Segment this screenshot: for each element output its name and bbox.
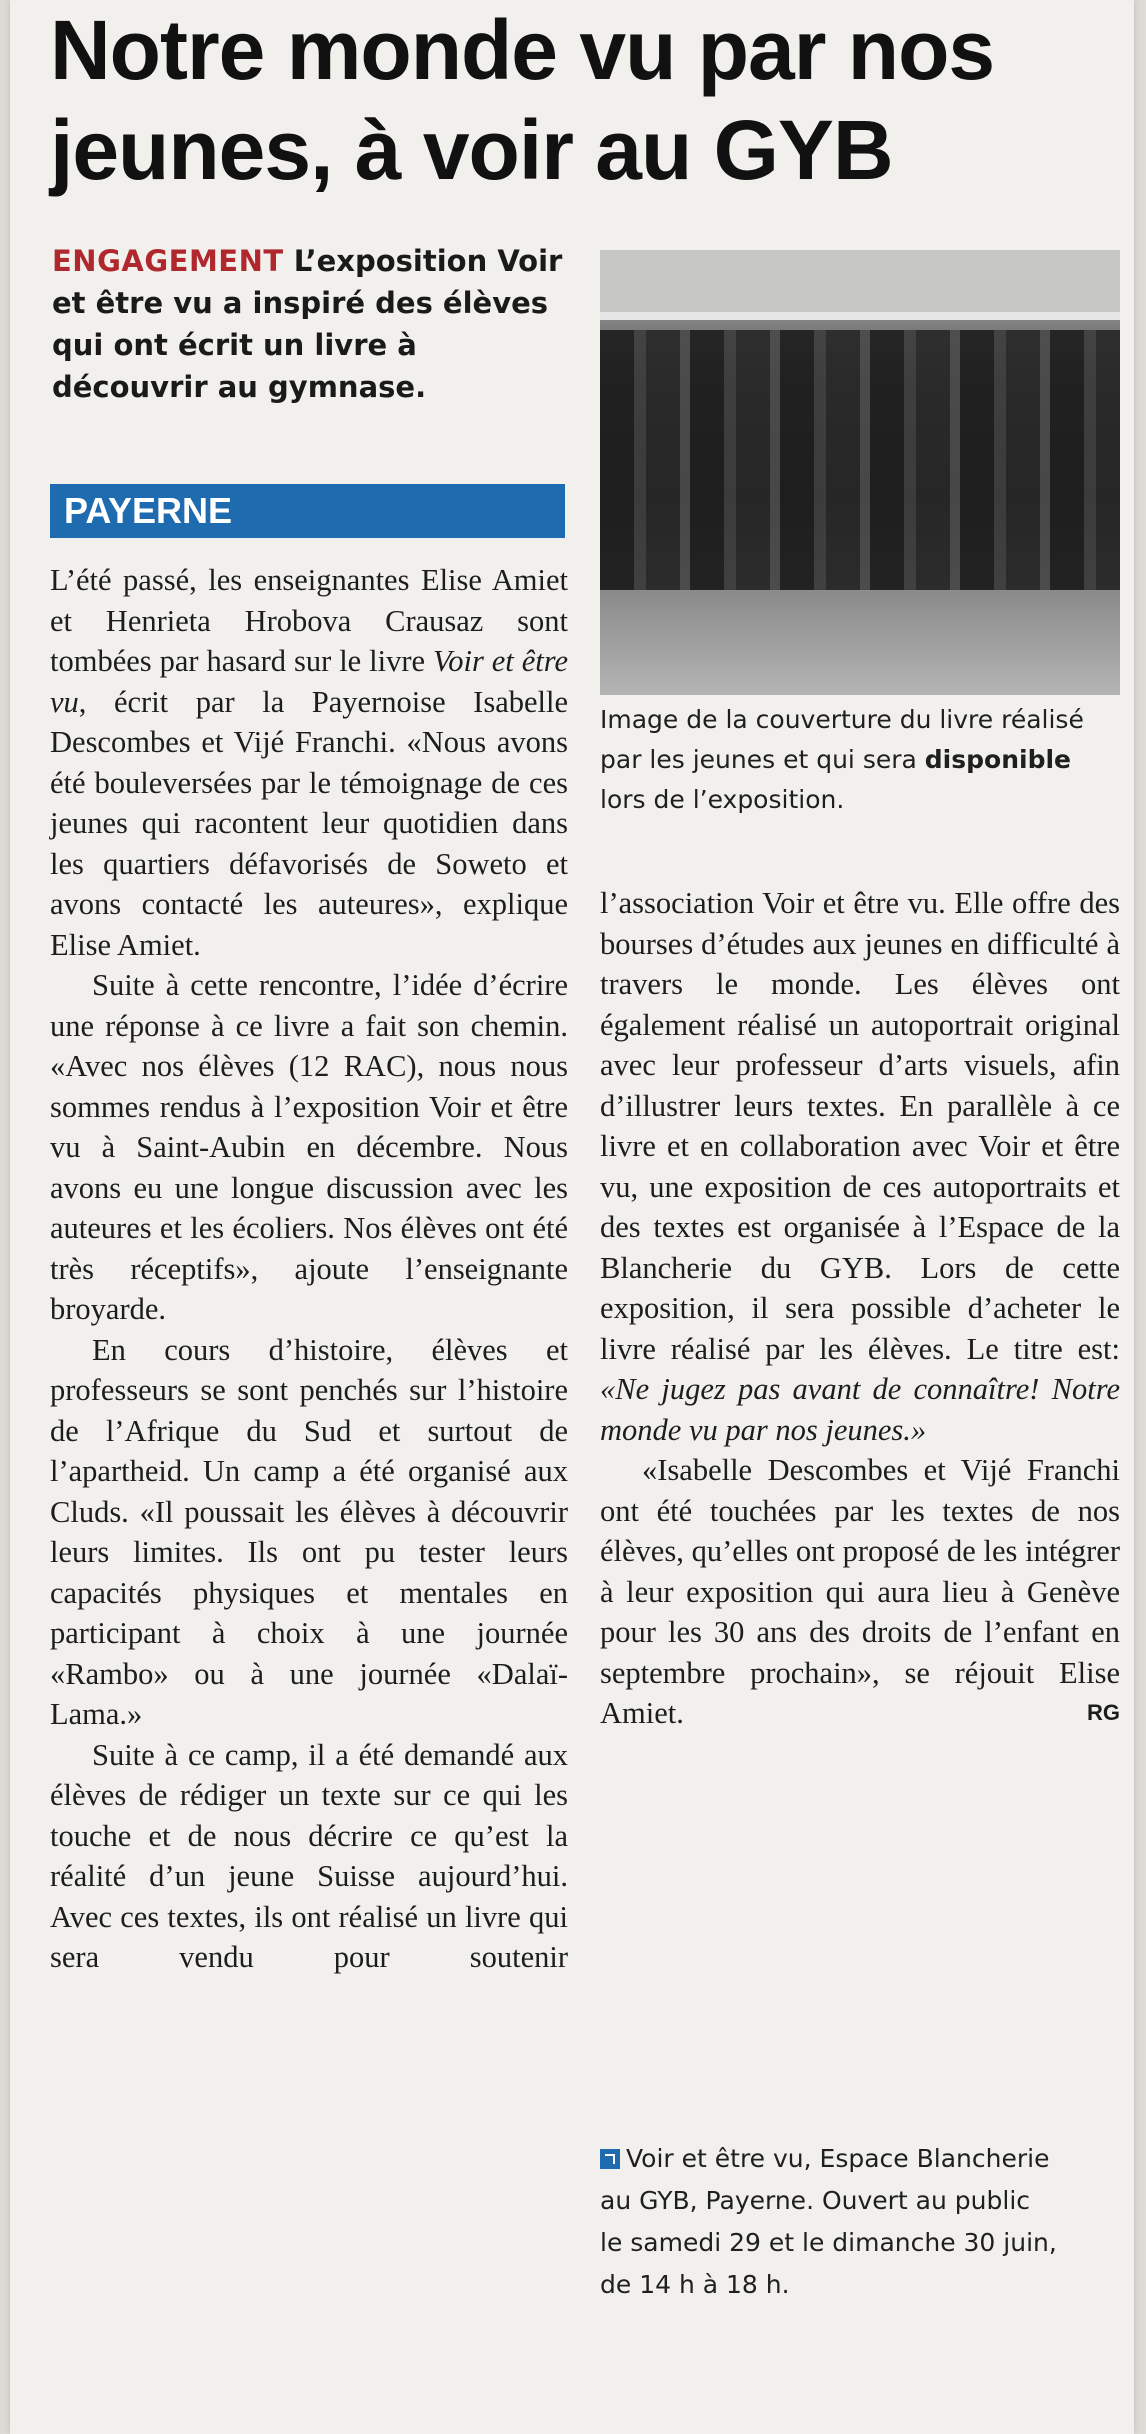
article-lede [52,240,572,408]
paragraph-6: «Isabelle Descombes et Vijé Franchi ont été touchées par les textes de nos élèves, qu’elles ont proposé de les intégrer à leur exposition qui aura lieu à Genève pour les 30 ans des droits de l’enfant en septembre prochain», se réjouit Elise Amiet. RG [600,1450,1120,1734]
book-title: Voir et être vu [50,644,568,719]
paragraph-5: l’association Voir et être vu. Elle offre des bourses d’études aux jeunes en difficulté à travers le monde. Les élèves ont également réalisé un autoportrait original avec leur professeur d’arts visuels, afin d’illustrer leurs textes. En parallèle à ce livre et en collaboration avec Voir et être vu, une exposition de ces autoportraits et des textes est organisée à l’Espace de la Blancherie du GYB. Lors de cette exposition, il sera possible d’acheter le livre réalisé par les élèves. Le titre est: «Ne jugez pas avant de connaître! Notre monde vu par nos jeunes.» [600,886,1120,1447]
arrow-icon [600,2149,620,2169]
column-left [50,560,568,1978]
caption-bold: disponible [924,745,1071,774]
event-info: Voir et être vu, Espace Blancherie au GYB, Payerne. Ouvert au public le samedi 29 et le dimanche 30 juin, de 14 h à 18 h. [600,2144,1057,2299]
paragraph-1: L’été passé, les enseignantes Elise Amiet et Henrieta Hrobova Crausaz sont tombées par hasard sur le livre Voir et être vu, écrit par la Payernoise Isabelle Descombes et Vijé Franchi. «Nous avons été bouleversées par le témoignage de ces jeunes qui racontent leur quotidien dans les quartiers défavorisés de Soweto et avons contacté les auteures», explique Elise Amiet. [50,563,568,962]
author-initials: RG [1087,1700,1120,1725]
dateline-bar: PAYERNE [50,484,565,538]
paragraph-2: Suite à cette rencontre, l’idée d’écrire une réponse à ce livre a fait son chemin. «Avec nos élèves (12 RAC), nous nous sommes rendus à l’exposition Voir et être vu à Saint-Aubin en décembre. Nous avons eu une longue discussion avec les auteures et les écoliers. Nos élèves ont été très réceptifs», ajoute l’enseignante broyarde. [50,968,568,1326]
book-cover-photo [600,250,1120,695]
photo-caption: Image de la couverture du livre réalisé par les jeunes et qui sera disponible lors de l’exposition. [600,705,1084,814]
book-full-title: «Ne jugez pas avant de connaître! Notre monde vu par nos jeunes.» [600,1372,1120,1447]
column-right [600,883,1120,1734]
article-headline: Notre monde vu par nos jeunes, à voir au GYB [50,3,995,197]
kicker-label: ENGAGEMENT [52,244,284,278]
newspaper-clipping [10,0,1134,2434]
paragraph-4: Suite à ce camp, il a été demandé aux élèves de rédiger un texte sur ce qui les touche et de nous décrire ce qu’est la réalité d’un jeune Suisse aujourd’hui. Avec ces textes, ils ont réalisé un livre qui sera vendu pour soutenir [50,1737,568,1974]
paragraph-3: En cours d’histoire, élèves et professeurs se sont penchés sur l’histoire de l’Afrique du Sud et surtout de l’apartheid. Un camp a été organisé aux Cluds. «Il poussait les élèves à découvrir leurs limites. Ils ont pu tester leurs capacités physiques et mentales en participant à choix à une journée «Rambo» ou à une journée «Dalaï-Lama.» [50,1332,568,1731]
lede-text: L’exposition Voir et être vu a inspiré des élèves qui ont écrit un livre à découvrir au gymnase. [52,244,563,404]
